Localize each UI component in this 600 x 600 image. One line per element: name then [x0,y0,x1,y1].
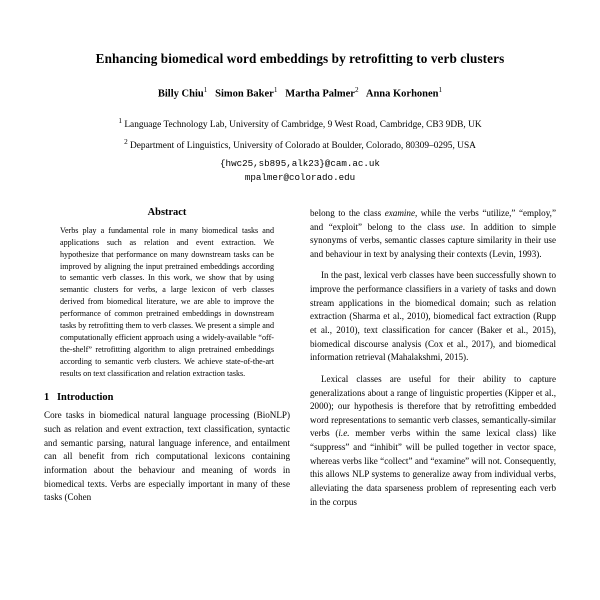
author-3: Martha Palmer [285,88,355,100]
abstract-text: Verbs play a fundamental role in many biomedical tasks and applications such as relation and event extraction. We hypothesize that performance on many downstream tasks can be improved by aligning the input pretrained embeddings according to semantic verb classes. In this work, we show that by using semantic clusters for verbs, a large lexicon of verb classes derived from biomedical literature, we are able to improve the performance of common pretrained embeddings in downstream tasks by retrofitting them to verb classes. We present a simple and computationally efficient approach using a widely-available “off-the-shelf” retrofitting algorithm to align pretrained embeddings according to semantic verb clusters. We achieve state-of-the-art results on text classification and relation extraction tasks. [60,225,274,378]
text-run-italic: examine [384,207,415,218]
column-left [44,207,290,509]
author-2-affil-marker: 1 [273,86,278,95]
author-1: Billy Chiu [157,88,204,100]
section-heading-introduction [44,392,290,403]
text-run-italic: use [450,221,463,232]
right-paragraph-3 [310,373,556,509]
email-line-2: mpalmer@colorado.edu [244,172,356,184]
text-run: . In addition to simple synonyms of verbs, semantic classes capture similarity in their use and behaviour in text by analysing their contexts (Levin, 1993). [310,221,556,259]
author-3-affil-marker: 2 [354,86,359,95]
right-paragraph-1 [310,207,556,262]
text-run: belong to the class [310,207,385,218]
affiliation-1-text: Language Technology Lab, University of Cambridge, 9 West Road, Cambridge, CB3 9DB, UK [124,120,482,131]
column-right [310,207,556,509]
text-run-italic: i.e. [338,428,350,439]
author-list [44,85,556,102]
section-number: 1 [44,392,50,404]
text-run: Lexical classes are useful for their ability to capture generalizations about a range of linguistic properties (Kipper et al., 2000); our hypothesis is therefore that by retrofitting embedded word representations to semantic verb classes, semantically-similar verbs ( [310,373,556,439]
author-2: Simon Baker [215,88,274,100]
abstract-heading: Abstract [147,206,187,218]
intro-paragraph-1: Core tasks in biomedical natural language processing (BioNLP) such as relation and event extraction, text classification, syntactic and semantic parsing, natural language inference, and entailment can all benefit from rich computational lexicons containing information about the behaviour and meaning of words in biomedical texts. Verbs are especially important in many of these tasks (Cohen [44,410,290,503]
right-paragraph-2 [310,269,556,364]
email-block [44,157,556,185]
affiliation-2-text: Department of Linguistics, University of Colorado at Boulder, Colorado, 80309–0295, USA [130,140,476,151]
section-title: Introduction [57,392,114,404]
text-run: , while the verbs “utilize,” “employ,” and “exploit” belong to the class [310,207,556,232]
author-4-affil-marker: 1 [438,86,443,95]
text-run: In the past, lexical verb classes have been successfully shown to improve the performance classifiers in a variety of tasks and down stream applications in the biomedical domain; such as relation extraction (Sharma et al., 2010), biomedical fact extraction (Rupp et al., 2010), text classification for cancer (Baker et al., 2015), biomedical discourse analysis (Cox et al., 2017), and biomedical information retrieval (Mahalakshmi, 2015). [310,270,556,363]
email-line-1: {hwc25,sb895,alk23}@cam.ac.uk [220,158,380,170]
page-title: Enhancing biomedical word embeddings by retrofitting to verb clusters [95,51,505,66]
text-run: member verbs within the same lexical class) like “suppress” and “inhibit” will be pulled together in vector space, whereas verbs like “collect” and “examine” will not. Consequently, this allows NLP systems to generalize away from individual verbs, alleviating the data sparseness problem of representing each verb in the corpus [310,428,557,507]
affiliation-1 [44,116,556,132]
body-columns [44,207,556,509]
affiliation-2 [44,137,556,153]
author-1-affil-marker: 1 [203,86,208,95]
affiliation-2-marker: 2 [124,137,128,146]
author-4: Anna Korhonen [365,88,439,100]
affiliation-1-marker: 1 [118,117,122,126]
